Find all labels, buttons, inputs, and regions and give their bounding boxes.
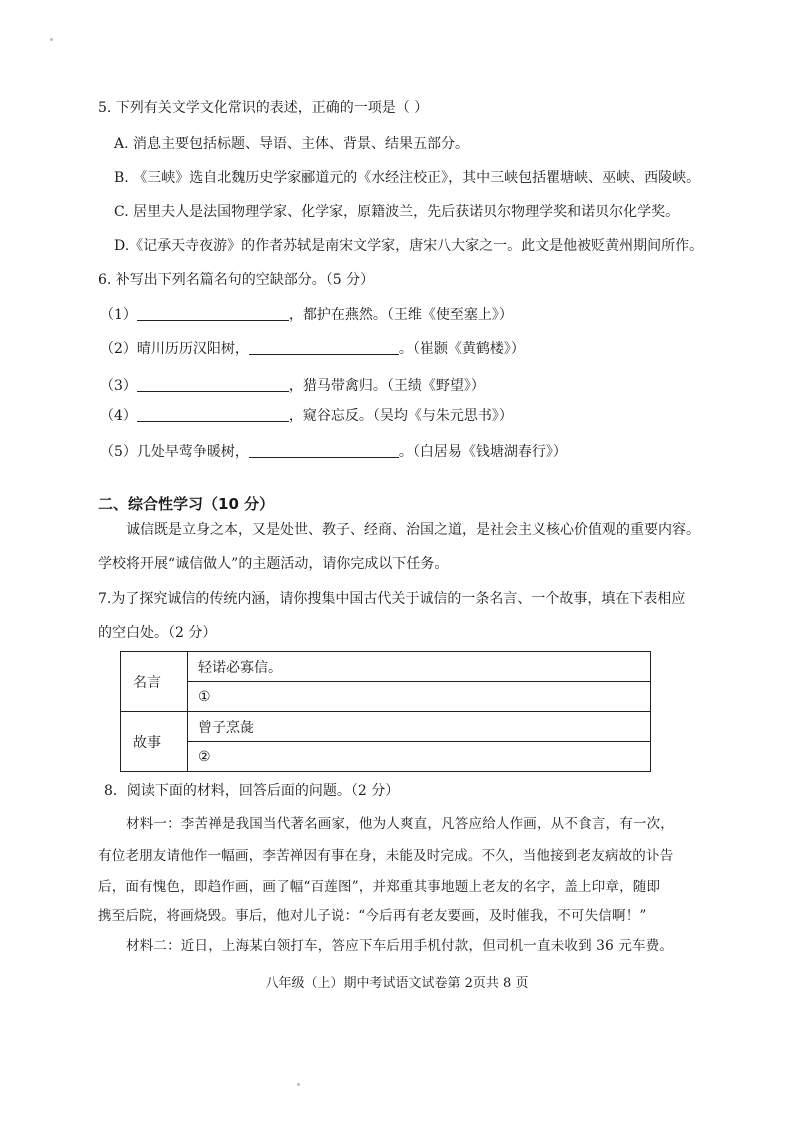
- q7-stem: 的空白处。（2 分）: [98, 625, 217, 641]
- table-row: [121, 652, 651, 682]
- q6-item-number: （5）: [100, 444, 137, 460]
- section-intro: 诚信既是立身之本，又是处世、教子、经商、治国之道，是社会主义核心价值观的重要内容。: [126, 522, 700, 538]
- table-cell: 轻诺必寡信。: [188, 652, 651, 682]
- answer-cell[interactable]: ①: [188, 682, 651, 712]
- material-1-line: 有位老朋友请他作一幅画，李苦禅因有事在身，未能及时完成。不久，当他接到老友病故的讣告: [98, 848, 674, 864]
- answer-cell[interactable]: ②: [188, 742, 651, 772]
- answer-blank[interactable]: [137, 377, 289, 392]
- q6-item-after: 。（崔颢《黄鹤楼》）: [398, 341, 525, 357]
- section-intro: 学校将开展“诚信做人”的主题活动，请你完成以下任务。: [98, 556, 449, 572]
- q6-item-before: 几处早莺争暖树，: [136, 444, 249, 460]
- answer-blank[interactable]: [249, 340, 399, 355]
- table-row: [121, 742, 651, 772]
- answer-blank[interactable]: [249, 443, 399, 458]
- q6-item-5: [100, 442, 567, 462]
- q6-item-after: ，都护在燕然。（王维《使至塞上》）: [288, 307, 513, 323]
- q6-stem: 6. 补写出下列名篇名句的空缺部分。（5 分）: [98, 272, 375, 288]
- q6-item-after: ，猎马带禽归。（王绩《野望》）: [288, 378, 485, 394]
- q5-stem: 5. 下列有关文学文化常识的表述，正确的一项是（ ）: [98, 100, 429, 116]
- q6-item-number: （4）: [100, 408, 137, 424]
- q6-item-number: （3）: [100, 378, 137, 394]
- page-footer: 八年级（上）期中考试语文试卷第 2页共 8 页: [265, 976, 529, 991]
- q6-item-2: [100, 339, 525, 359]
- table-cell: 曾子烹彘: [188, 712, 651, 742]
- q5-option-c: C. 居里夫人是法国物理学家、化学家，原籍波兰，先后获诺贝尔物理学奖和诺贝尔化学奖。: [114, 204, 680, 220]
- q8-stem: 8．阅读下面的材料，回答后面的问题。（2 分）: [104, 783, 400, 799]
- material-1-line: 材料一：李苦禅是我国当代著名画家，他为人爽直，凡答应给人作画，从不食言，有一次，: [126, 816, 674, 832]
- table-row: [121, 712, 651, 742]
- q7-table: [120, 651, 651, 772]
- q6-item-after: ，窥谷忘反。（吴均《与朱元思书》）: [288, 408, 513, 424]
- table-label: 名言: [121, 652, 188, 712]
- q5-option-b: B. 《三峡》选自北魏历史学家郦道元的《水经注校正》，其中三峡包括瞿塘峡、巫峡、西陵峡。: [114, 170, 701, 186]
- q6-item-1: [100, 305, 513, 325]
- q6-item-3: [100, 376, 485, 396]
- q6-item-4: [100, 406, 513, 426]
- q6-item-number: （2）: [100, 341, 137, 357]
- material-2-line: 材料二：近日，上海某白领打车，答应下车后用手机付款，但司机一直未收到 36 元车费。: [126, 938, 674, 954]
- q6-item-before: 晴川历历汉阳树，: [136, 341, 249, 357]
- q5-option-a: A. 消息主要包括标题、导语、主体、背景、结果五部分。: [114, 136, 470, 152]
- answer-blank[interactable]: [137, 306, 289, 321]
- material-1-line: 携至后院，将画烧毁。事后，他对儿子说：“今后再有老友要画，及时催我，不可失信啊！”: [98, 908, 647, 924]
- q5-option-d: D.《记承天寺夜游》的作者苏轼是南宋文学家，唐宋八大家之一。此文是他被贬黄州期间所作。: [114, 238, 704, 254]
- section-title: 二、综合性学习（10 分）: [98, 495, 275, 513]
- scan-speck: [50, 38, 53, 41]
- q6-item-number: （1）: [100, 307, 137, 323]
- table-label: 故事: [121, 712, 188, 772]
- q6-item-after: 。（白居易《钱塘湖春行》）: [398, 444, 567, 460]
- table-row: [121, 682, 651, 712]
- material-1-line: 后，面有愧色，即趋作画，画了幅“百莲图”，并郑重其事地题上老友的名字，盖上印章，随即: [98, 879, 661, 895]
- scan-speck: [297, 1083, 300, 1086]
- answer-blank[interactable]: [137, 407, 289, 422]
- q7-stem: 7.为了探究诚信的传统内涵，请你搜集中国古代关于诚信的一条名言、一个故事，填在下表相应: [98, 591, 686, 607]
